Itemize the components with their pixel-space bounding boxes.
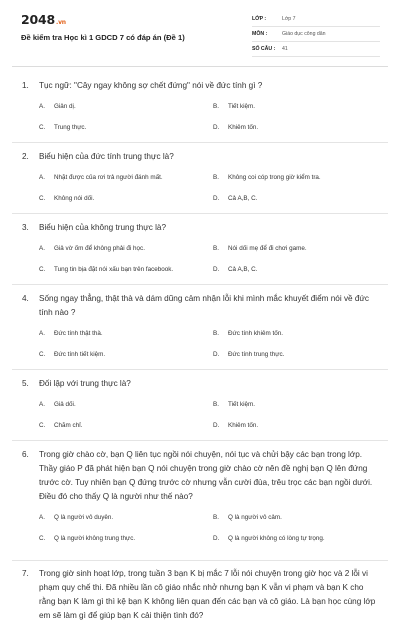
site-logo[interactable] bbox=[21, 12, 66, 27]
meta-table bbox=[252, 12, 380, 57]
option-a[interactable] bbox=[39, 173, 213, 183]
document-title: Đề kiểm tra Học kì 1 GDCD 7 có đáp án (Đề 1) bbox=[21, 33, 185, 42]
option-text: Q là người không trung thực. bbox=[54, 535, 136, 542]
option-letter: A. bbox=[39, 174, 45, 181]
option-a[interactable] bbox=[39, 244, 213, 254]
question-6 bbox=[22, 448, 382, 544]
answer-options bbox=[39, 173, 382, 204]
option-letter: B. bbox=[213, 401, 219, 408]
option-letter: D. bbox=[213, 195, 220, 202]
question-text bbox=[22, 79, 382, 93]
header-divider bbox=[12, 66, 388, 67]
question-body: Biểu hiện của đức tính trung thực là? bbox=[39, 152, 174, 161]
option-text: Đức tính khiêm tốn. bbox=[228, 330, 283, 337]
option-text: Không coi cóp trong giờ kiểm tra. bbox=[228, 174, 321, 181]
option-b[interactable] bbox=[213, 329, 383, 339]
option-letter: A. bbox=[39, 514, 45, 521]
option-text: Trung thực. bbox=[54, 124, 87, 131]
question-1 bbox=[22, 79, 382, 133]
option-c[interactable] bbox=[39, 265, 213, 275]
question-text bbox=[22, 448, 382, 504]
option-text: Giả vờ ốm để không phải đi học. bbox=[54, 245, 145, 252]
option-b[interactable] bbox=[213, 173, 383, 183]
option-d[interactable] bbox=[213, 265, 383, 275]
option-text: Nhặt được của rơi trả người đánh mất. bbox=[54, 174, 163, 181]
question-number: 3. bbox=[22, 223, 29, 232]
option-b[interactable] bbox=[213, 513, 383, 523]
option-a[interactable] bbox=[39, 329, 213, 339]
option-text: Q là người vô cảm. bbox=[228, 514, 282, 521]
option-letter: B. bbox=[213, 514, 219, 521]
option-letter: C. bbox=[39, 351, 46, 358]
answer-options bbox=[39, 102, 382, 133]
option-text: Tiết kiệm. bbox=[228, 103, 256, 110]
question-text bbox=[22, 150, 382, 164]
question-body: Trong giờ chào cờ, bạn Q liên tục ngồi nói chuyện, nói tục và chửi bậy các bạn trong lớp. Thầy giáo P đã phát hiện bạn Q nói chuyện trong giờ chào cờ nên đề nghị bạn Q lên đứng trước cờ. Tuy nhiên bạn Q đứng trước cờ nhưng vẫn cười đùa, trêu trọc các bạn ngồi dưới. Điều đó cho thấy Q là người như thế nào? bbox=[39, 450, 373, 501]
option-text: Đức tính trung thực. bbox=[228, 351, 285, 358]
option-d[interactable] bbox=[213, 194, 383, 204]
question-text bbox=[22, 292, 382, 320]
option-letter: C. bbox=[39, 535, 46, 542]
question-divider bbox=[12, 142, 388, 143]
logo-suffix: .vn bbox=[56, 19, 66, 26]
question-divider bbox=[12, 560, 388, 561]
question-body: Biểu hiện của không trung thực là? bbox=[39, 223, 167, 232]
option-letter: A. bbox=[39, 330, 45, 337]
option-letter: D. bbox=[213, 535, 220, 542]
logo-main-text: 2048 bbox=[21, 12, 55, 27]
option-c[interactable] bbox=[39, 123, 213, 133]
option-letter: A. bbox=[39, 401, 45, 408]
option-letter: D. bbox=[213, 351, 220, 358]
option-a[interactable] bbox=[39, 102, 213, 112]
question-divider bbox=[12, 213, 388, 214]
answer-options bbox=[39, 513, 382, 544]
option-letter: D. bbox=[213, 124, 220, 131]
meta-row-class bbox=[252, 12, 380, 27]
question-number: 1. bbox=[22, 81, 29, 90]
option-letter: B. bbox=[213, 330, 219, 337]
option-text: Khiêm tốn. bbox=[228, 422, 259, 429]
option-a[interactable] bbox=[39, 400, 213, 410]
question-text bbox=[22, 567, 382, 623]
option-letter: A. bbox=[39, 103, 45, 110]
option-d[interactable] bbox=[213, 123, 383, 133]
question-body: Trong giờ sinh hoạt lớp, trong tuần 3 bạn K bị mắc 7 lỗi nói chuyện trong giờ học và 2 lỗi vi phạm quy chế thi. Đã nhiều lần cô giáo nhắc nhở nhưng bạn K vẫn vi phạm và bạn K cho rằng bạn K làm gì thì kệ bạn K không liên quan đến các bạn và cô giáo. Là bạn học cùng lớp em sẽ làm gì để giúp bạn K cải thiện tình đó? bbox=[39, 569, 376, 620]
option-text: Tiết kiệm. bbox=[228, 401, 256, 408]
option-letter: D. bbox=[213, 422, 220, 429]
option-text: Đức tính thật thà. bbox=[54, 330, 103, 337]
meta-row-subject bbox=[252, 27, 380, 42]
question-body: Tục ngữ: "Cây ngay không sợ chết đứng" nói về đức tính gì ? bbox=[39, 81, 263, 90]
option-text: Cả A,B, C. bbox=[228, 195, 258, 202]
meta-key: MÔN : bbox=[252, 31, 268, 37]
question-number: 5. bbox=[22, 379, 29, 388]
option-letter: C. bbox=[39, 195, 46, 202]
option-c[interactable] bbox=[39, 350, 213, 360]
option-text: Tung tin bịa đặt nói xấu bạn trên facebook. bbox=[54, 266, 174, 273]
meta-row-count bbox=[252, 42, 380, 57]
question-2 bbox=[22, 150, 382, 204]
question-text bbox=[22, 377, 382, 391]
option-b[interactable] bbox=[213, 244, 383, 254]
option-c[interactable] bbox=[39, 534, 213, 544]
option-text: Đức tính tiết kiệm. bbox=[54, 351, 106, 358]
page-header bbox=[0, 0, 400, 62]
option-text: Không nói dối. bbox=[54, 195, 95, 202]
option-letter: A. bbox=[39, 245, 45, 252]
option-b[interactable] bbox=[213, 400, 383, 410]
option-text: Khiêm tốn. bbox=[228, 124, 259, 131]
question-number: 4. bbox=[22, 294, 29, 303]
option-letter: C. bbox=[39, 266, 46, 273]
option-text: Chăm chỉ. bbox=[54, 422, 83, 429]
meta-key: SỐ CÂU : bbox=[252, 46, 276, 52]
question-divider bbox=[12, 284, 388, 285]
meta-value: Lớp 7 bbox=[282, 16, 296, 22]
question-5 bbox=[22, 377, 382, 431]
option-letter: B. bbox=[213, 174, 219, 181]
option-letter: B. bbox=[213, 245, 219, 252]
question-divider bbox=[12, 369, 388, 370]
question-7 bbox=[22, 567, 382, 623]
question-body: Sống ngay thẳng, thật thà và dám dũng cảm nhận lỗi khi mình mắc khuyết điểm nói về đức tính nào ? bbox=[39, 294, 369, 317]
option-text: Q là người vô duyên. bbox=[54, 514, 114, 521]
option-text: Giản dị. bbox=[54, 103, 76, 110]
answer-options bbox=[39, 400, 382, 431]
option-c[interactable] bbox=[39, 194, 213, 204]
question-body: Đối lập với trung thực là? bbox=[39, 379, 131, 388]
option-letter: D. bbox=[213, 266, 220, 273]
option-letter: C. bbox=[39, 124, 46, 131]
question-number: 7. bbox=[22, 569, 29, 578]
option-text: Cả A,B, C. bbox=[228, 266, 258, 273]
option-letter: C. bbox=[39, 422, 46, 429]
question-4 bbox=[22, 292, 382, 360]
option-c[interactable] bbox=[39, 421, 213, 431]
answer-options bbox=[39, 329, 382, 360]
meta-key: LỚP : bbox=[252, 16, 267, 22]
option-b[interactable] bbox=[213, 102, 383, 112]
option-letter: B. bbox=[213, 103, 219, 110]
meta-value: Giáo dục công dân bbox=[282, 31, 326, 37]
option-a[interactable] bbox=[39, 513, 213, 523]
question-3 bbox=[22, 221, 382, 275]
option-text: Nói dối mẹ để đi chơi game. bbox=[228, 245, 307, 252]
question-number: 6. bbox=[22, 450, 29, 459]
question-number: 2. bbox=[22, 152, 29, 161]
option-d[interactable] bbox=[213, 350, 383, 360]
option-text: Q là người không có lòng tự trọng. bbox=[228, 535, 325, 542]
option-d[interactable] bbox=[213, 421, 383, 431]
question-text bbox=[22, 221, 382, 235]
option-text: Giả dối. bbox=[54, 401, 76, 408]
question-divider bbox=[12, 440, 388, 441]
meta-value: 41 bbox=[282, 46, 288, 52]
answer-options bbox=[39, 244, 382, 275]
option-d[interactable] bbox=[213, 534, 383, 544]
